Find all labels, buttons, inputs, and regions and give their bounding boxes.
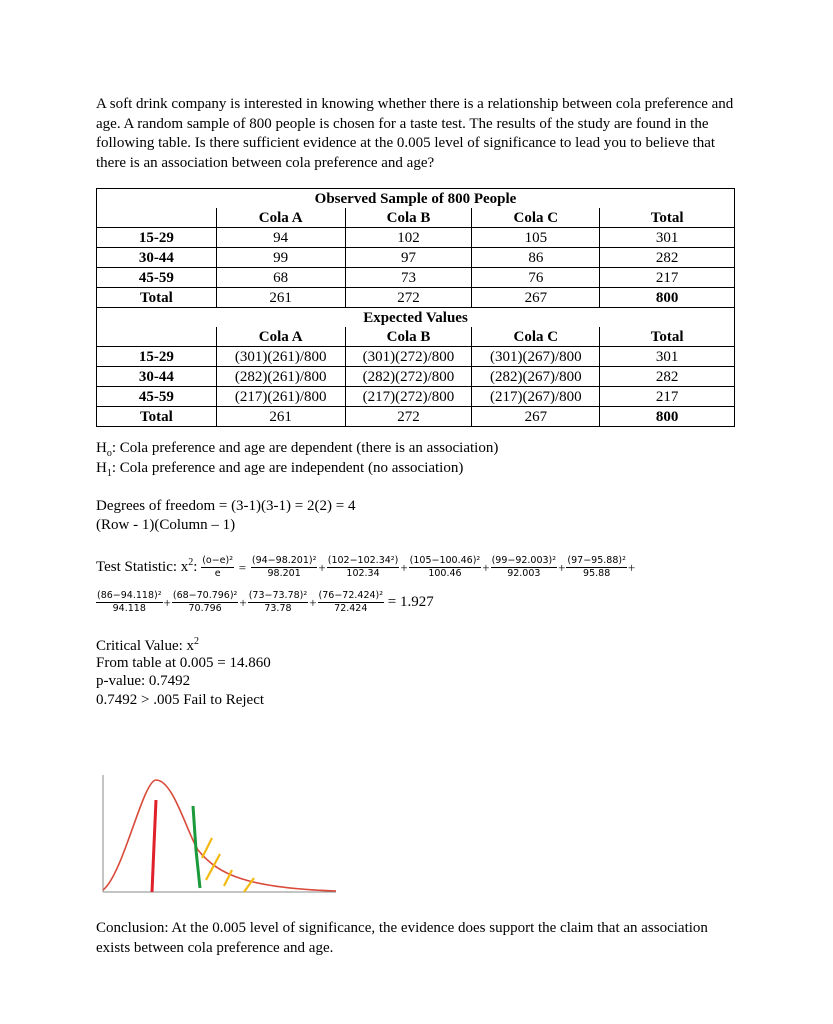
row-label: Total — [97, 407, 217, 427]
table-row — [97, 228, 735, 248]
column-header: Total — [600, 327, 735, 347]
table-cell: 217 — [600, 268, 735, 288]
chi-square-term: $\frac{\text{(94−98.201)²}}{98.201}$ — [251, 555, 317, 579]
table-cell: 73 — [345, 268, 472, 288]
table-cell: 102 — [345, 228, 472, 248]
table-cell: 94 — [216, 228, 345, 248]
degrees-of-freedom-formula: (Row - 1)(Column – 1) — [96, 517, 236, 533]
observed-header-row — [97, 208, 735, 228]
plus-sign: + — [627, 559, 636, 575]
contingency-table — [96, 188, 735, 427]
critical-value-table: From table at 0.005 = 14.860 — [96, 655, 271, 671]
test-statistic-result: = 1.927 — [387, 594, 434, 610]
problem-statement: A soft drink company is interested in knowing whether there is a relationship between cola preference and age. A random sample of 800 people is chosen for a taste test. The results of the study are found in the following table. Is there sufficient evidence at the 0.005 level of significance to lead you to believe that there is an association between cola preference and age? — [96, 96, 734, 171]
table-cell: (282)(272)/800 — [345, 367, 472, 387]
column-header: Cola B — [345, 208, 472, 228]
test-statistic-line-2 — [96, 590, 736, 615]
table-row — [97, 288, 735, 308]
table-cell: 800 — [600, 407, 735, 427]
table-cell: 99 — [216, 248, 345, 268]
plus-sign: + — [558, 559, 566, 575]
chi-square-term: $\frac{\text{(73−73.78)²}}{73.78}$ — [248, 590, 308, 614]
table-cell: 261 — [216, 288, 345, 308]
row-label: 45-59 — [97, 268, 217, 288]
alternative-hypothesis: $H_1$: Cola preference and age are independent (no association) — [96, 460, 464, 479]
column-header: Cola B — [345, 327, 472, 347]
table-row — [97, 268, 735, 288]
column-header: Total — [600, 208, 735, 228]
table-cell: (217)(261)/800 — [216, 387, 345, 407]
plus-sign: + — [482, 559, 490, 575]
chi-square-term: $\frac{\text{(102−102.34²)}}{102.34}$ — [327, 555, 399, 579]
table-cell: (282)(261)/800 — [216, 367, 345, 387]
observed-table-title: Observed Sample of 800 People — [97, 189, 735, 209]
table-cell: (282)(267)/800 — [472, 367, 600, 387]
header-blank — [97, 327, 217, 347]
table-cell: 800 — [600, 288, 735, 308]
column-header: Cola A — [216, 327, 345, 347]
table-cell: 217 — [600, 387, 735, 407]
plus-sign: + — [318, 559, 326, 575]
table-row — [97, 367, 735, 387]
row-label: 30-44 — [97, 248, 217, 268]
chi-square-term: $\frac{\text{(99−92.003)²}}{92.003}$ — [491, 555, 557, 579]
plus-sign: + — [309, 594, 317, 610]
chi-square-term: $\frac{\text{(86−94.118)²}}{94.118}$ — [97, 590, 162, 614]
row-label: 15-29 — [97, 347, 217, 367]
table-cell: (217)(272)/800 — [345, 387, 472, 407]
test-statistic-label: Test Statistic: x — [96, 558, 189, 575]
row-label: 15-29 — [97, 228, 217, 248]
table-cell: 261 — [216, 407, 345, 427]
expected-header-row — [97, 327, 735, 347]
table-row — [97, 407, 735, 427]
plus-sign: + — [163, 594, 171, 610]
table-row — [97, 347, 735, 367]
column-header: Cola C — [472, 327, 600, 347]
table-row — [97, 248, 735, 268]
null-hypothesis: $H_o$: Cola preference and age are dependent (there is an association) — [96, 440, 499, 459]
row-label: 45-59 — [97, 387, 217, 407]
table-cell: 97 — [345, 248, 472, 268]
rejection-region-shading — [202, 838, 254, 892]
table-cell: 105 — [472, 228, 600, 248]
table-cell: (301)(272)/800 — [345, 347, 472, 367]
table-cell: (217)(267)/800 — [472, 387, 600, 407]
table-cell: 272 — [345, 407, 472, 427]
table-row — [97, 387, 735, 407]
table-cell: 76 — [472, 268, 600, 288]
plus-sign: + — [239, 594, 247, 610]
row-label: Total — [97, 288, 217, 308]
table-cell: 267 — [472, 288, 600, 308]
conclusion: Conclusion: At the 0.005 level of significance, the evidence does support the claim that an association exists between cola preference and age. — [96, 920, 708, 956]
table-cell: 282 — [600, 367, 735, 387]
chi-square-term: $\frac{\text{(97−95.88)²}}{95.88}$ — [567, 555, 626, 579]
distribution-curve — [103, 780, 336, 891]
chi-square-term: $\frac{\text{(68−70.796)²}}{70.796}$ — [172, 590, 238, 614]
table-cell: 267 — [472, 407, 600, 427]
table-cell: 272 — [345, 288, 472, 308]
table-cell: 68 — [216, 268, 345, 288]
critical-value-line — [152, 800, 156, 892]
observed-title-row — [97, 189, 735, 209]
decision: 0.7492 > .005 Fail to Reject — [96, 692, 265, 708]
chi-square-formula: $\frac{\text{(o−e)²}}{e}$ — [202, 555, 234, 579]
chi-square-term: $\frac{\text{(105−100.46)²}}{100.46}$ — [409, 555, 481, 579]
column-header: Cola A — [216, 208, 345, 228]
header-blank — [97, 208, 217, 228]
expected-title-row — [97, 308, 735, 328]
expected-table-title: Expected Values — [97, 308, 735, 328]
row-label: 30-44 — [97, 367, 217, 387]
test-statistic-line-1: Test Statistic: $x^2$: $\frac{\text{(o−e)²}}{e}$ = $\frac{\text{(94−98.201)²}}{98.201}$ + $\frac{\text{(102−102.34²)}}{102.34}$ + $\frac{\text{(105−100.46)²}}{100.46}$ + $\frac{\text{(99−92.003)²}}{92.003}$ + $\frac{\text{(97−95.88)²}}{95.88}$ + — [96, 555, 636, 579]
chi-square-term: $\frac{\text{(76−72.424)²}}{72.424}$ — [318, 590, 384, 614]
column-header: Cola C — [472, 208, 600, 228]
p-value: p-value: 0.7492 — [96, 673, 191, 689]
degrees-of-freedom: Degrees of freedom = (3-1)(3-1) = 2(2) = 4 — [96, 498, 356, 514]
table-cell: 301 — [600, 228, 735, 248]
table-cell: (301)(267)/800 — [472, 347, 600, 367]
chi-square-distribution-sketch — [98, 770, 343, 900]
table-cell: 301 — [600, 347, 735, 367]
test-statistic-line — [193, 806, 200, 888]
table-cell: 282 — [600, 248, 735, 268]
critical-value-label: Critical Value: $x^2$ — [96, 636, 200, 654]
table-cell: (301)(261)/800 — [216, 347, 345, 367]
plus-sign: + — [400, 559, 408, 575]
table-cell: 86 — [472, 248, 600, 268]
